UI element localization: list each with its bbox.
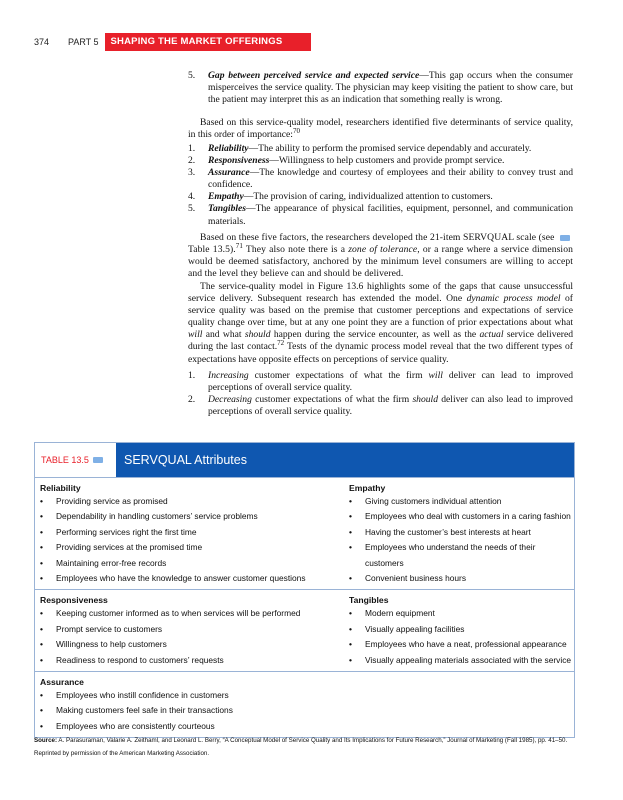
item-number: 1. [188,143,196,154]
bullet-icon: • [40,557,43,568]
para1-text: Based on this service-quality model, researchers identified five determinants of service quality, in this order of importance: [188,117,573,141]
table-row [35,589,574,671]
determinants-list [188,143,573,228]
item-text: Keeping customer informed as to when services will be performed [56,608,301,619]
item-lead: Decreasing [208,394,252,406]
item-text: Giving customers individual attention [365,496,502,506]
bullet-icon: • [349,608,352,619]
note-70: 70 [292,126,300,135]
running-header [34,33,311,51]
list-item [188,203,573,227]
bullet-icon: • [349,496,352,506]
bullet-icon: • [40,705,43,716]
list-item [40,525,344,540]
item-term: Empathy [208,191,244,203]
item-modal: will [428,370,443,381]
list-item [40,688,344,703]
table-title: SERVQUAL Attributes [116,443,574,477]
bullet-icon: • [40,526,43,537]
item-modal: should [412,394,439,406]
item-text: Employees who instill confidence in customers [56,690,229,701]
list-item [40,571,344,586]
item-number: 5. [188,203,196,215]
list-item [40,719,344,734]
item-text: Employees who deal with customers in a caring fashion [365,511,571,522]
table-label-text: TABLE 13.5 [41,455,89,465]
source-text: A. Parasuraman, Valarie A. Zeithaml, and Leonard L. Berry, “A Conceptual Model of Service Quality and Its Implications for Future Research,” Journal of Marketing (Fall 1985), pp. 41–50. Reprinted by permission of the American Marketing Association. [34,737,568,757]
item-text: Employees who have the knowledge to answer customer questions [56,573,306,584]
item-text: Employees who are consistently courteous [56,720,215,731]
item-term: Assurance [208,167,250,179]
item-text: —The provision of caring, individualized attention to customers. [243,191,493,203]
table-header [35,443,574,477]
list-item [349,606,574,621]
item-text: Employees who understand the needs of their customers [365,542,536,568]
bullet-icon: • [40,511,43,522]
list-item [349,637,574,652]
bullet-icon: • [40,639,43,650]
gap-5-text: —This gap occurs when the consumer misperceives the service quality. The physician may keep visiting the patient to show care, but the patient may interpret this as an indication that something really is wrong. [208,70,573,106]
item-text: Making customers feel safe in their transactions [56,705,233,716]
list-item [40,622,344,637]
list-item [40,653,344,668]
item-text: —The ability to perform the promised service dependably and accurately. [248,143,532,154]
paragraph-determinants-intro [188,117,573,141]
bullet-icon: • [349,654,352,665]
note-71: 71 [235,241,243,250]
list-item [40,509,344,524]
paragraph-dynamic-model [188,281,573,366]
table-row [35,477,574,589]
empathy-heading: Empathy [349,483,386,493]
bullet-icon: • [40,654,43,665]
bullet-icon: • [40,690,43,701]
assurance-cell [35,672,344,737]
empathy-cell [344,478,574,589]
list-item [349,653,574,668]
paragraph-servqual [188,232,573,280]
dynamic-process-model-term: dynamic process model [466,293,561,305]
bullet-icon: • [40,720,43,731]
item-text: —The knowledge and courtesy of employees and their ability to convey trust and confidence. [208,167,573,191]
body-text [188,70,573,106]
bullet-icon: • [40,573,43,584]
bullet-icon: • [349,623,352,634]
table-label [35,443,116,477]
item-term: Responsiveness [208,155,270,167]
section-title-bar: SHAPING THE MARKET OFFERINGS [105,33,311,51]
list-item [349,494,574,509]
item-number: 4. [188,191,196,203]
tangibles-heading: Tangibles [349,595,389,606]
table-row [35,671,574,737]
list-item [40,703,344,718]
para2-d: , or a range where a service dimension would be deemed satisfactory, anchored by the minimum level consumers are willing to accept and the level they believe can and should be delivered. [188,244,573,280]
item-text: Having the customer’s best interests at heart [365,526,531,537]
list-item [40,494,344,509]
bullet-icon: • [349,639,352,650]
servqual-table [34,442,575,738]
empty-cell [344,672,574,737]
item-text-b: deliver can also lead to improved perceptions of overall service quality. [208,394,573,418]
should-term: should [244,329,271,341]
item-text-a: customer expectations of what the firm [251,394,413,406]
item-term: Reliability [208,143,249,154]
item-text: Maintaining error-free records [56,557,167,568]
reliability-heading: Reliability [40,483,81,493]
gap-5-term: Gap between perceived service and expected service [208,70,420,81]
table-icon [93,457,103,463]
gap-5-number: 5. [188,70,196,81]
bullet-icon: • [349,526,352,537]
responsiveness-cell [35,590,344,671]
assurance-heading: Assurance [40,677,84,688]
list-item [40,606,344,621]
item-text: Visually appealing materials associated with the service [365,654,572,665]
item-text: Visually appealing facilities [365,623,465,634]
item-number: 2. [188,394,196,406]
bullet-icon: • [40,608,43,619]
item-text: Willingness to help customers [56,639,167,650]
effects-list [188,370,573,418]
item-lead: Increasing [208,370,249,381]
bullet-icon: • [349,542,352,553]
item-text-a: customer expectations of what the firm [248,370,429,381]
source-label: Source: [34,737,58,744]
list-item [40,556,344,571]
tangibles-cell [344,590,574,671]
bullet-icon: • [349,573,352,584]
list-item [188,167,573,191]
bullet-icon: • [40,623,43,634]
item-number: 3. [188,167,196,179]
item-text: Readiness to respond to customers’ requests [56,654,224,665]
para3-c: and what [202,329,245,341]
para2-c: They also note there is a [242,244,349,256]
list-item [188,394,573,418]
para3-f: Tests of the dynamic process model reveal that the two different types of expectations have opposite effects on perceptions of service quality. [188,341,573,365]
part-label: PART 5 [68,37,99,47]
item-text: Convenient business hours [365,573,467,584]
item-text: Employees who have a neat, professional appearance [365,639,567,650]
item-number: 1. [188,370,196,381]
item-text: Providing service as promised [56,496,168,506]
bullet-icon: • [349,511,352,522]
bullet-icon: • [40,542,43,553]
para3-a: The service-quality model in Figure 13.6 highlights some of the gaps that cause unsuccessful service delivery. Subsequent research has extended the model. One [188,281,573,305]
reliability-cell [35,478,344,589]
table-icon [560,235,570,241]
para3-e: service delivered during the last contact. [188,329,573,353]
list-item [349,525,574,540]
list-item [188,191,573,203]
list-item [40,637,344,652]
list-item [349,509,574,524]
item-text: —Willingness to help customers and provide prompt service. [269,155,505,167]
bullet-icon: • [40,496,43,506]
list-item [188,143,573,155]
item-number: 2. [188,155,196,167]
responsiveness-heading: Responsiveness [40,595,108,606]
list-item [349,540,574,571]
item-text: Modern equipment [365,608,435,619]
list-item [188,370,573,394]
para2-b: Table 13.5). [188,244,236,256]
para3-d: happen during the service encounter, as well as the [270,329,480,341]
gap-5-item [188,70,573,106]
note-72: 72 [277,339,285,348]
list-item [188,155,573,167]
source-note [34,734,573,760]
will-term: will [188,329,203,341]
actual-term: actual [479,329,504,341]
para3-b: of service quality was based on the premise that customer perceptions and expectations of service quality change over time, but at any one point they are a function of prior expectations about what [188,293,573,329]
item-text: Dependability in handling customers’ service problems [56,511,258,522]
item-term: Tangibles [208,203,247,215]
list-item [40,540,344,555]
item-text: Performing services right the first time [56,526,197,537]
item-text-b: deliver can lead to improved perceptions of overall service quality. [208,370,573,394]
list-item [349,622,574,637]
item-text: Prompt service to customers [56,623,163,634]
list-item [349,571,574,586]
para2-a: Based on these five factors, the researchers developed the 21-item SERVQUAL scale (see [200,232,555,243]
item-text: Providing services at the promised time [56,542,203,553]
item-text: —The appearance of physical facilities, equipment, personnel, and communication materials. [208,203,573,227]
zone-of-tolerance-term: zone of tolerance [348,244,418,256]
page-number: 374 [34,37,50,47]
